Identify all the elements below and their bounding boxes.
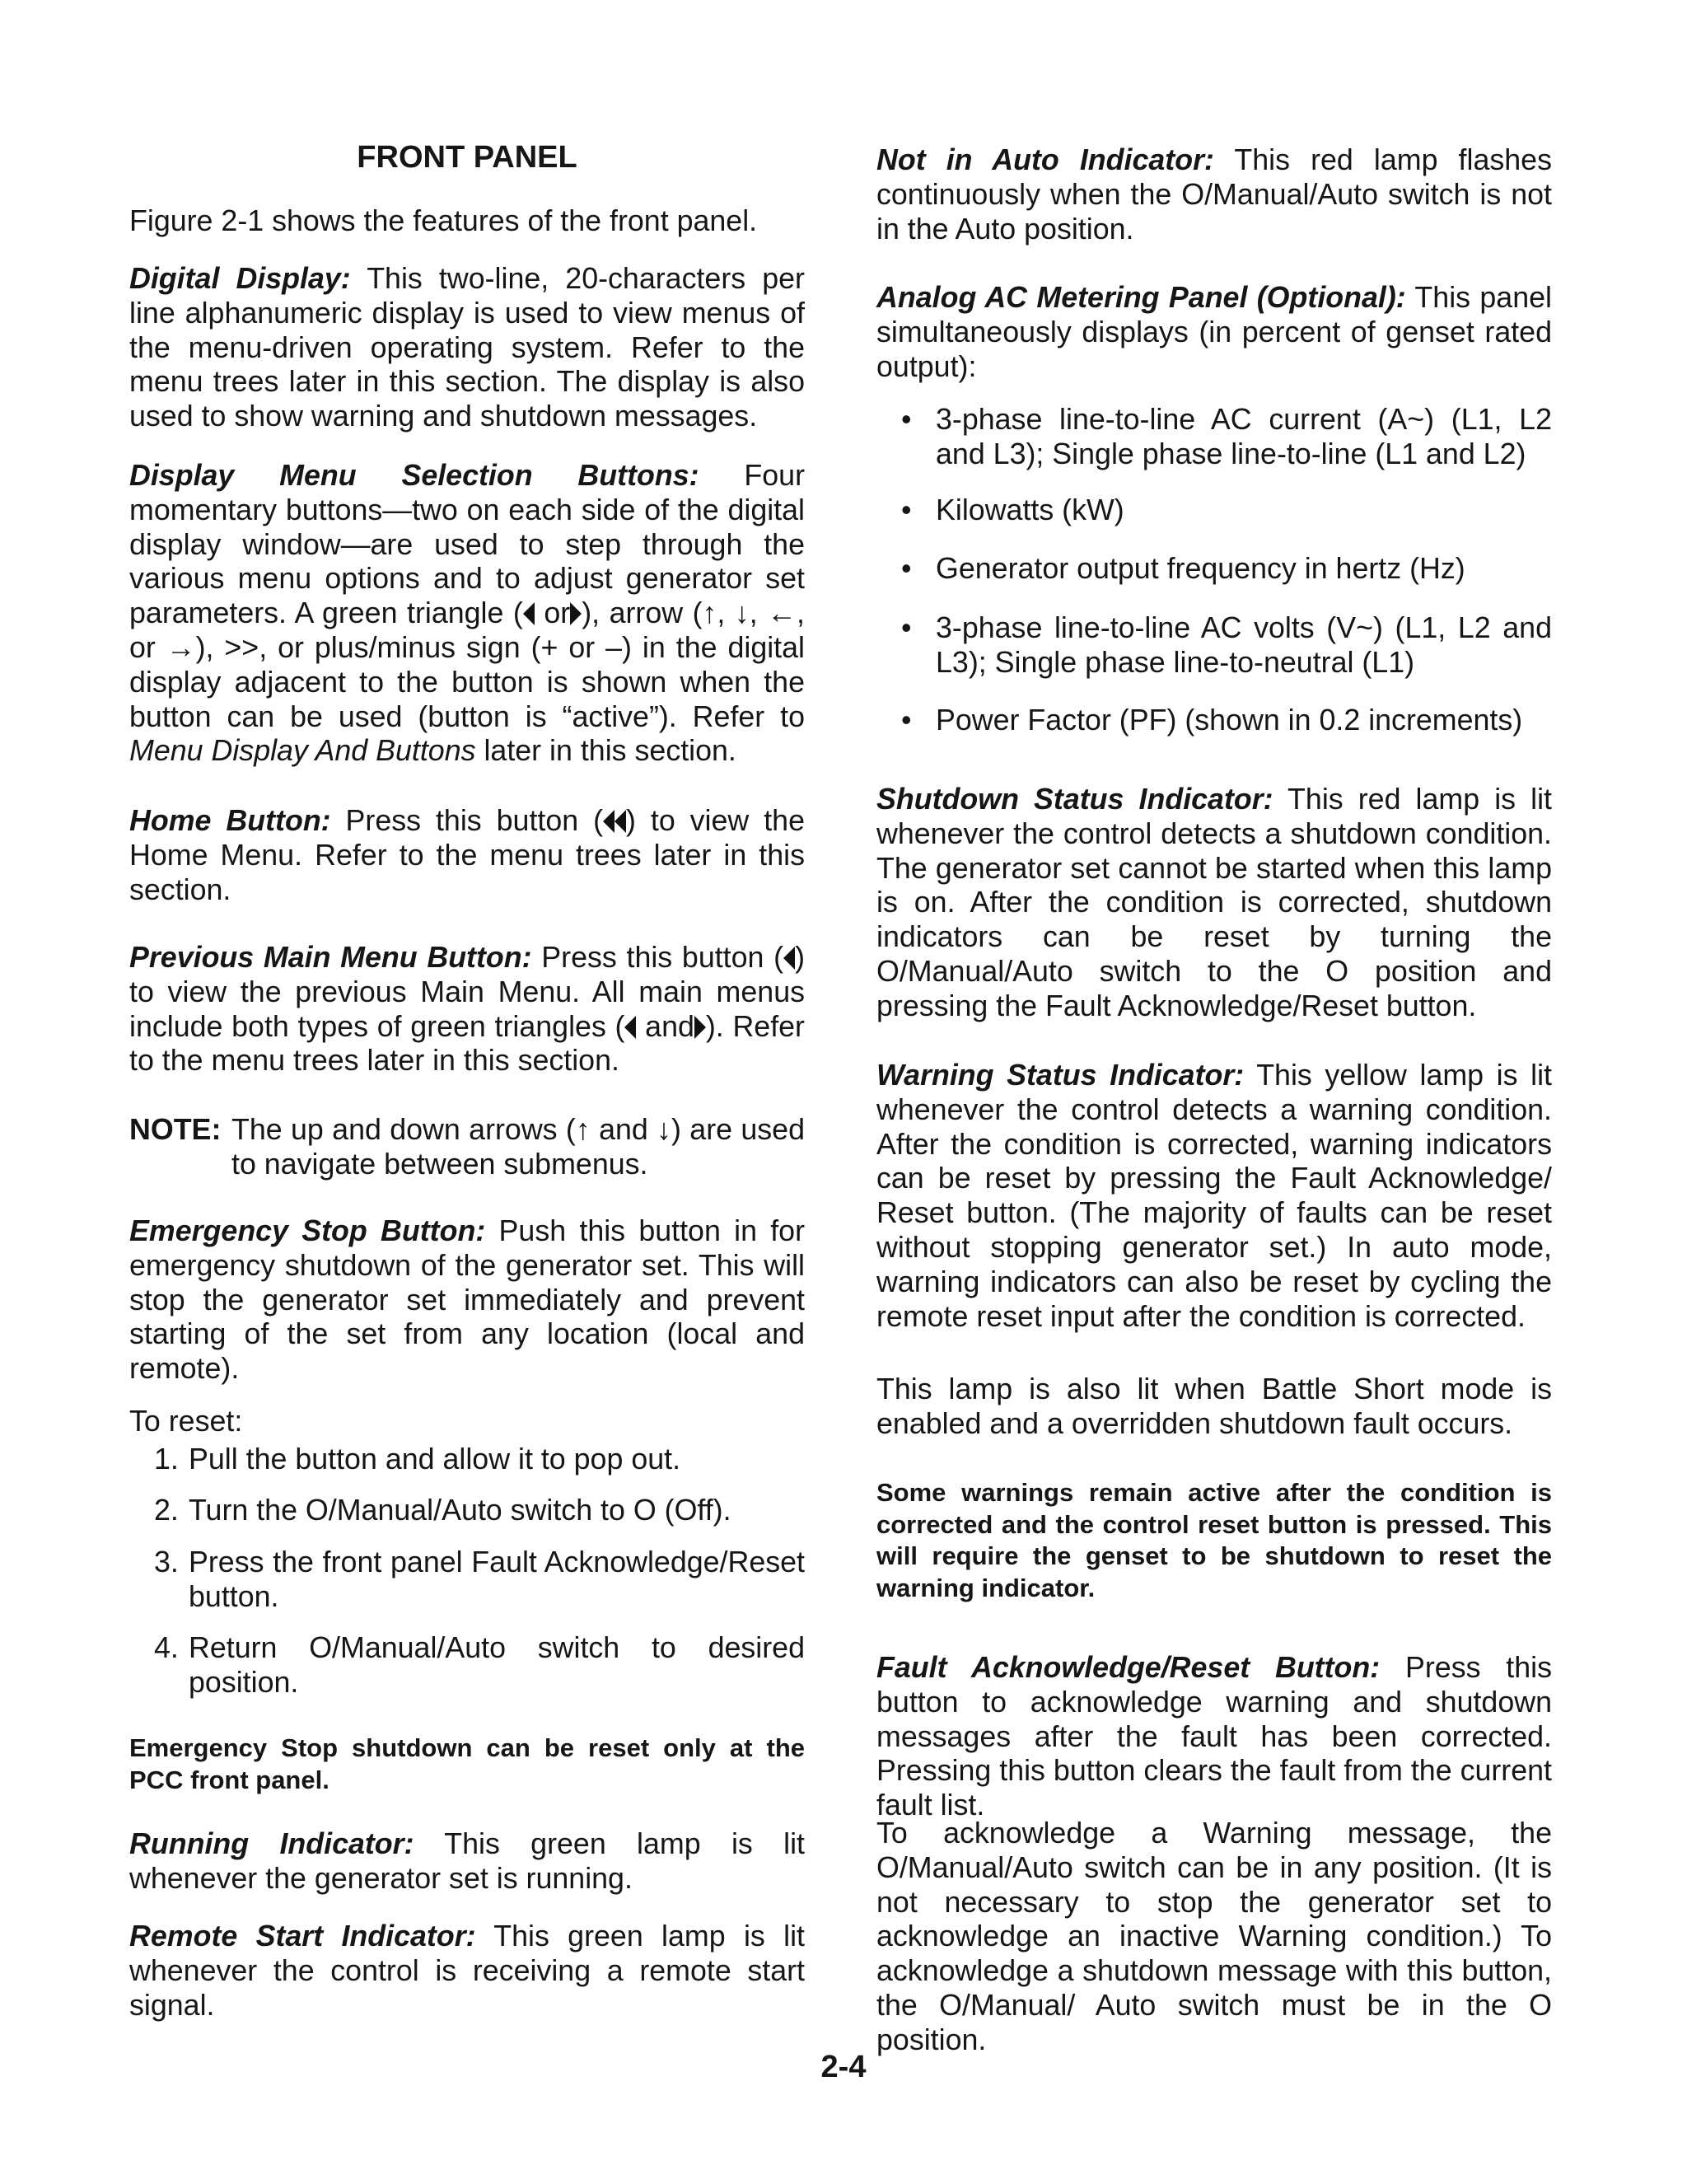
triangle-left-icon	[523, 602, 535, 625]
triangle-left-icon-2	[624, 1016, 636, 1039]
step-number: 4.	[154, 1631, 179, 1664]
step-number: 2.	[154, 1494, 179, 1527]
step-text: Press the front panel Fault Acknowledge/Reset button.	[189, 1546, 805, 1613]
intro-paragraph	[129, 204, 805, 239]
running-indicator-heading: Running Indicator:	[129, 1827, 414, 1860]
display-menu-or: or	[544, 596, 571, 630]
home-double-triangle-icon-2	[615, 810, 626, 833]
step-number: 3.	[154, 1546, 179, 1578]
to-reset-label	[129, 1405, 805, 1439]
display-menu-text-2: ), arrow (↑, ↓, ←, or →), >>, or plus/minus sign (+ or –) in the digital display adjacent to the button is shown when the button can be used (button is “active”). Refer to	[129, 596, 805, 733]
previous-menu-and: and	[645, 1009, 694, 1043]
battle-short-text: This lamp is also lit when Battle Short mode is enabled and a overridden shutdown fault occurs.	[876, 1373, 1552, 1440]
previous-triangle-icon	[783, 947, 795, 970]
note-label: NOTE:	[129, 1113, 222, 1146]
previous-menu-text-2: ) to view the previous Main Menu. All main menus include both types of green triangles (	[129, 941, 805, 1043]
section-title: FRONT PANEL	[357, 140, 577, 175]
to-reset-text: To reset:	[129, 1405, 243, 1438]
display-menu-paragraph	[129, 459, 805, 769]
home-button-heading: Home Button:	[129, 804, 331, 837]
step-number: 1.	[154, 1443, 179, 1475]
previous-menu-text-3: ). Refer to the menu trees later in this section.	[129, 1009, 805, 1078]
not-auto-body: This red lamp flashes continuously when the O/Manual/Auto switch is not in the Auto position.	[876, 143, 1552, 246]
step-text: Turn the O/Manual/Auto switch to O (Off).	[189, 1494, 731, 1527]
analog-metering-paragraph	[876, 281, 1552, 384]
analog-metering-heading: Analog AC Metering Panel (Optional):	[876, 281, 1406, 314]
bullet-text: 3-phase line-to-line AC current (A~) (L1, L2 and L3); Single phase line-to-line (L1 and L2)	[936, 403, 1552, 470]
shutdown-status-heading: Shutdown Status Indicator:	[876, 783, 1273, 816]
emergency-stop-body: Push this button in for emergency shutdown of the generator set. This will stop the generator set immediately and prevent starting of the set from any location (local and remote).	[129, 1214, 806, 1386]
intro-text: Figure 2-1 shows the features of the front panel.	[129, 204, 758, 237]
warning-status-paragraph	[876, 1059, 1552, 1334]
display-menu-text-3: later in this section.	[484, 734, 736, 768]
remote-start-body: This green lamp is lit whenever the control is receiving a remote start signal.	[129, 1920, 805, 2022]
menu-display-reference: Menu Display And Buttons	[129, 734, 476, 768]
home-button-paragraph	[129, 804, 805, 907]
bullet-icon: •	[901, 403, 912, 436]
warning-status-body: This yellow lamp is lit whenever the control detects a warning condition. After the condition is corrected, warning indicators can be reset by pressing the Fault Acknowledge/ Reset button. (The majority of faults can be reset without stopping generator set.) In auto mode, warning indicators can also be reset by cycling the remote reset input after the condition is corrected.	[876, 1059, 1552, 1333]
acknowledge-warning-text: To acknowledge a Warning message, the O/Manual/Auto switch can be in any position. (It is not necessary to stop the generator set to acknowledge an inactive Warning condition.) To acknowledge a shutdown message with this button, the O/Manual/ Auto switch must be in the O position.	[876, 1817, 1552, 2056]
battle-short-paragraph	[876, 1373, 1552, 1442]
home-double-triangle-icon	[603, 810, 615, 833]
step-text: Pull the button and allow it to pop out.	[189, 1443, 681, 1475]
not-auto-heading: Not in Auto Indicator:	[876, 143, 1214, 176]
bullet-icon: •	[901, 704, 912, 737]
digital-display-body: This two-line, 20-characters per line alphanumeric display is used to view menus of the menu-driven operating system. Refer to the menu trees later in this section. The display is also used to show warning and shutdown messages.	[129, 262, 805, 433]
fault-ack-heading: Fault Acknowledge/Reset Button:	[876, 1651, 1381, 1684]
home-button-text-1: Press this button (	[345, 804, 604, 837]
remote-start-paragraph	[129, 1920, 805, 2023]
note-text: The up and down arrows (↑ and ↓) are used to navigate between submenus.	[231, 1113, 805, 1181]
emergency-stop-caution-text: Emergency Stop shutdown can be reset only at the PCC front panel.	[129, 1733, 805, 1794]
emergency-stop-paragraph	[129, 1214, 805, 1387]
bullet-text: Generator output frequency in hertz (Hz)	[936, 552, 1465, 585]
shutdown-status-paragraph	[876, 783, 1552, 1024]
running-indicator-body: This green lamp is lit whenever the generator set is running.	[129, 1827, 805, 1895]
shutdown-status-body: This red lamp is lit whenever the control detects a shutdown condition. The generator set cannot be started when this lamp is on. After the condition is corrected, shutdown indicators can be reset by turning the O/Manual/Auto switch to the O position and pressing the Fault Acknowledge/Reset button.	[876, 783, 1552, 1022]
analog-metering-body: This panel simultaneously displays (in percent of genset rated output):	[876, 281, 1552, 383]
fault-ack-body: Press this button to acknowledge warning and shutdown messages after the fault has been corrected. Pressing this button clears the fault from the current fault list.	[876, 1651, 1553, 1822]
home-button-text-2: ) to view the Home Menu. Refer to the menu trees later in this section.	[129, 804, 805, 906]
digital-display-paragraph	[129, 262, 805, 434]
step-text: Return O/Manual/Auto switch to desired position.	[189, 1631, 805, 1699]
digital-display-heading: Digital Display:	[129, 262, 351, 295]
emergency-stop-heading: Emergency Stop Button:	[129, 1214, 486, 1247]
warning-status-heading: Warning Status Indicator:	[876, 1059, 1245, 1092]
warning-caution-text: Some warnings remain active after the condition is corrected and the control reset button is pressed. This will require the genset to be shutdown to reset the warning indicator.	[876, 1478, 1552, 1602]
bullet-text: Kilowatts (kW)	[936, 493, 1124, 526]
remote-start-heading: Remote Start Indicator:	[129, 1920, 476, 1953]
fault-ack-paragraph	[876, 1651, 1552, 1823]
note-block	[129, 1113, 805, 1187]
display-menu-text-1: Four momentary buttons—two on each side of the digital display window—are used to step through the various menu options and to adjust generator set parameters. A green triangle (	[129, 459, 805, 630]
running-indicator-paragraph	[129, 1827, 805, 1896]
page-number: 2-4	[820, 2050, 867, 2084]
acknowledge-warning-paragraph	[876, 1817, 1552, 2058]
display-menu-heading: Display Menu Selection Buttons:	[129, 459, 699, 492]
bullet-icon: •	[901, 611, 912, 644]
bullet-text: 3-phase line-to-line AC volts (V~) (L1, L2 and L3); Single phase line-to-neutral (L1)	[936, 611, 1552, 679]
previous-menu-paragraph	[129, 941, 805, 1078]
triangle-right-icon-2	[694, 1016, 706, 1039]
bullet-text: Power Factor (PF) (shown in 0.2 increments)	[936, 704, 1523, 737]
previous-menu-text-1: Press this button (	[541, 941, 784, 974]
triangle-right-icon	[570, 602, 582, 625]
emergency-stop-caution	[129, 1733, 805, 1796]
previous-menu-heading: Previous Main Menu Button:	[129, 941, 532, 974]
not-auto-paragraph	[876, 143, 1552, 246]
bullet-icon: •	[901, 552, 912, 585]
warning-caution	[876, 1477, 1552, 1604]
bullet-icon: •	[901, 493, 912, 526]
